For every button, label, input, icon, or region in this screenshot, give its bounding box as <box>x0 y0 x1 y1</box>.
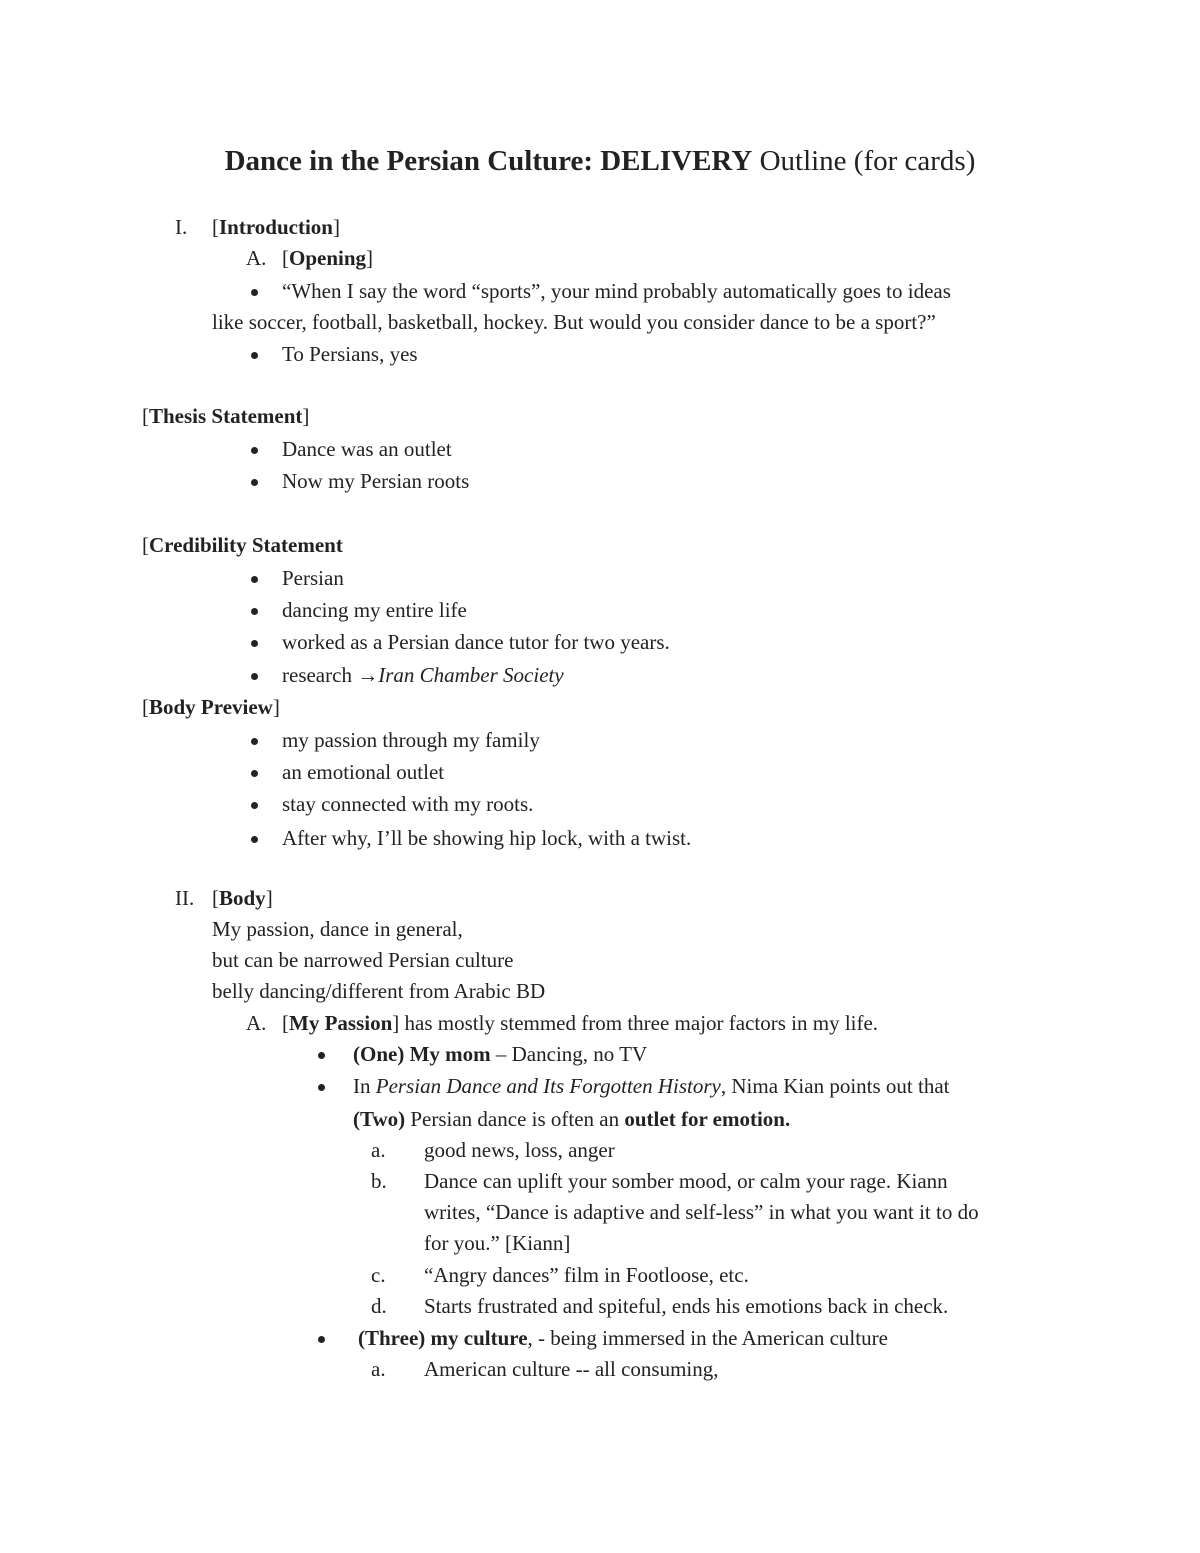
body-intro-line: My passion, dance in general, <box>212 917 463 941</box>
credibility-heading: [Credibility Statement <box>142 533 343 557</box>
research-source: Iran Chamber Society <box>378 663 564 687</box>
passion-heading: [My Passion] has mostly stemmed from three major factors in my life. <box>282 1011 879 1035</box>
thesis-item: Dance was an outlet <box>282 437 452 461</box>
body-intro-line: but can be narrowed Persian culture <box>212 948 514 972</box>
sub-item-cont: for you.” [Kiann] <box>424 1231 571 1255</box>
sub-letter: a. <box>371 1138 386 1162</box>
bullet-icon <box>251 289 258 296</box>
opening-answer: To Persians, yes <box>282 342 418 366</box>
factor-one: (One) My mom – Dancing, no TV <box>353 1042 648 1066</box>
preview-item: my passion through my family <box>282 728 540 752</box>
factor-two-line-1: In Persian Dance and Its Forgotten History, Nima Kian points out that <box>353 1074 950 1098</box>
opening-quote-line-2: like soccer, football, basketball, hockey. But would you consider dance to be a sport?” <box>212 310 936 334</box>
thesis-item: Now my Persian roots <box>282 469 470 493</box>
bullet-icon <box>318 1052 325 1059</box>
opening-heading: [Opening] <box>282 246 374 270</box>
preview-item: an emotional outlet <box>282 760 445 784</box>
factor-three: (Three) my culture, - being immersed in the American culture <box>358 1326 888 1350</box>
preview-item: After why, I’ll be showing hip lock, with a twist. <box>282 826 692 850</box>
bullet-icon <box>251 608 258 615</box>
source-title: Persian Dance and Its Forgotten History <box>375 1074 721 1098</box>
section-1-heading: [Introduction] <box>212 215 340 239</box>
body-intro-line: belly dancing/different from Arabic BD <box>212 979 546 1003</box>
bullet-icon <box>251 479 258 486</box>
title-rest: Outline (for cards) <box>752 145 976 177</box>
bullet-icon <box>251 802 258 809</box>
credibility-research: research →Iran Chamber Society <box>282 663 564 687</box>
opening-quote-line-1: “When I say the word “sports”, your mind probably automatically goes to ideas <box>282 279 951 303</box>
bullet-icon <box>251 673 258 680</box>
bullet-icon <box>251 352 258 359</box>
sub-item: Dance can uplift your somber mood, or calm your rage. Kiann <box>424 1169 948 1193</box>
thesis-heading: [Thesis Statement] <box>142 404 310 428</box>
arrow-right-icon: → <box>357 663 379 687</box>
section-2-heading: [Body] <box>212 886 273 910</box>
sub-item: Starts frustrated and spiteful, ends his emotions back in check. <box>424 1294 949 1318</box>
opening-letter: A. <box>246 246 267 270</box>
bullet-icon <box>251 770 258 777</box>
document-title <box>0 143 1200 179</box>
factor-two-line-2: (Two) Persian dance is often an outlet for emotion. <box>353 1107 791 1131</box>
bullet-icon <box>251 738 258 745</box>
section-1-numeral: I. <box>175 215 188 239</box>
bullet-icon <box>251 576 258 583</box>
credibility-item: worked as a Persian dance tutor for two years. <box>282 630 670 654</box>
sub-letter: b. <box>371 1169 387 1193</box>
sub-item: good news, loss, anger <box>424 1138 615 1162</box>
sub-item: American culture -- all consuming, <box>424 1357 719 1381</box>
bullet-icon <box>318 1084 325 1091</box>
bullet-icon <box>251 447 258 454</box>
bullet-icon <box>251 640 258 647</box>
credibility-item: dancing my entire life <box>282 598 467 622</box>
preview-heading: [Body Preview] <box>142 695 280 719</box>
sub-letter: d. <box>371 1294 387 1318</box>
section-2-numeral: II. <box>175 886 195 910</box>
sub-item: “Angry dances” film in Footloose, etc. <box>424 1263 749 1287</box>
preview-item: stay connected with my roots. <box>282 792 534 816</box>
bullet-icon <box>251 836 258 843</box>
credibility-item: Persian <box>282 566 344 590</box>
title-bold: Dance in the Persian Culture: DELIVERY <box>224 145 753 177</box>
sub-letter: c. <box>371 1263 386 1287</box>
sub-item-cont: writes, “Dance is adaptive and self-less” in what you want it to do <box>424 1200 979 1224</box>
bullet-icon <box>318 1336 325 1343</box>
sub-letter: a. <box>371 1357 386 1381</box>
passion-letter: A. <box>246 1011 267 1035</box>
